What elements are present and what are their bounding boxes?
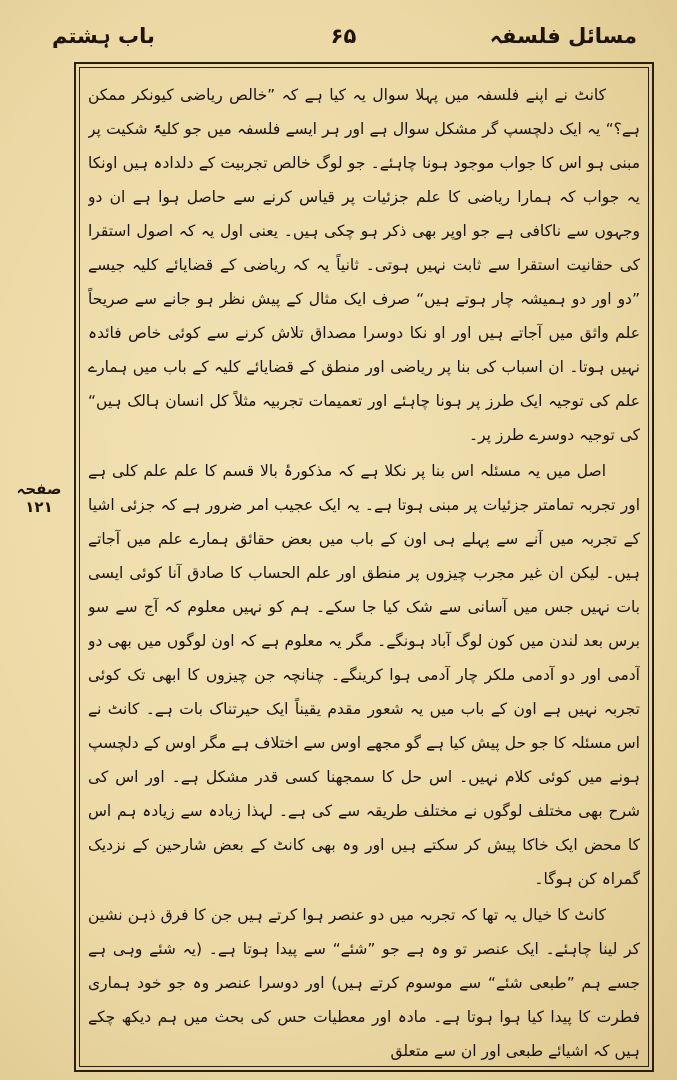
body-text — [88, 78, 640, 1063]
paragraph-3: کانٹ کا خیال یہ تھا کہ تجربہ میں دو عنصر ہوا کرتے ہیں جن کا فرق ذہن نشین کر لینا چاہئے۔ ایک عنصر تو وہ ہے جو ”شئے“ سے پیدا ہوتا ہے۔ (یہ شئے وہی ہے جسے ہم ”طبعی شئے“ سے موسوم کرتے ہیں) اور دوسرا عنصر وہ جو خود ہماری فطرت کا پیدا کیا ہوا ہوتا ہے۔ مادہ اور معطیات حس کی بحث میں ہم دیکھ چکے ہیں کہ اشیائے طبعی اور ان سے متعلق — [88, 906, 640, 1060]
chapter-title: باب ہشتم — [52, 24, 155, 48]
page-header — [40, 24, 647, 58]
paragraph-2: اصل میں یہ مسئلہ اس بنا پر نکلا ہے کہ مذکورۂ بالا قسم کا علم علم کلی ہے اور تجربہ تمامتر جزئیات پر مبنی ہوتا ہے۔ یہ ایک عجیب امر ضرور ہے کہ جزئی اشیا کے تجربہ میں آنے سے پہلے ہی اون کے باب میں بعض حقائق ہمارے علم میں آجاتے ہیں۔ لیکن ان غیر مجرب چیزوں پر منطق اور علم الحساب کا صادق آنا کوئی ایسی بات نہیں جس میں آسانی سے شک کیا جا سکے۔ ہم کو نہیں معلوم کہ آج سے سو برس بعد لندن میں کون لوگ آباد ہونگے۔ مگر یہ معلوم ہے کہ اون لوگوں میں بھی دو آدمی اور دو آدمی ملکر چار آدمی ہوا کرینگے۔ چنانچہ جن چیزوں کا ابھی تک کوئی تجربہ نہیں ہے اون کے باب میں یہ شعور مقدم یقیناً ایک حیرتناک بات ہے۔ کانٹ نے اس مسئلہ کا جو حل پیش کیا ہے گو مجھے اوس سے اختلاف ہے مگر اوس کے دلچسپ ہونے میں کوئی کلام نہیں۔ اس حل کا سمجھنا کسی قدر مشکل ہے۔ اور اس کی شرح بھی مختلف لوگوں نے مختلف طریقہ سے کی ہے۔ لہذا زیادہ سے زیادہ ہم اس کا محض ایک خاکا پیش کر سکتے ہیں اور وہ بھی کانٹ کے بعض شارحین کے نزدیک گمراہ کن ہوگا۔ — [88, 462, 640, 888]
paragraph-1: کانٹ نے اپنے فلسفہ میں پہلا سوال یہ کیا ہے کہ ”خالص ریاضی کیونکر ممکن ہے؟“ یہ ایک دلچسپ گر مشکل سوال ہے اور ہر ایسے فلسفہ میں جو کلیۃً شکیت پر مبنی ہو اس کا جواب موجود ہونا چاہئے۔ جو لوگ خالص تجربیت کے دلدادہ ہیں اونکا یہ جواب کہ ہمارا ریاضی کا علم جزئیات پر قیاس کرنے سے حاصل ہوا ہے ان دو وجہوں سے ناکافی ہے جو اوپر بھی ذکر ہو چکی ہیں۔ یعنی اول یہ کہ اصول استقرا کی حقانیت استقرا سے ثابت نہیں ہوتی۔ ثانیاً یہ کہ ریاضی کے قضایائے کلیہ جیسے ”دو اور دو ہمیشہ چار ہوتے ہیں“ صرف ایک مثال کے پیش نظر ہو جانے سے صریحاً علم واثق میں آجاتے ہیں اور او نکا دوسرا مصداق تلاش کرنے سے کوئی خاص فائدہ نہیں ہوتا۔ ان اسباب کی بنا پر ریاضی اور منطق کے قضایائے کلیہ کے باب میں ہمارے علم کی توجیہ ایک طرز پر ہونا چاہئے اور تعمیمات تجربیہ مثلاً کل انسان ہالک ہیں“ کی توجیہ دوسرے طرز پر۔ — [88, 86, 640, 444]
page-number: ۶۵ — [330, 24, 357, 48]
running-title: مسائل فلسفہ — [489, 24, 637, 48]
margin-note: صفحہ ۱۲۱ — [16, 480, 62, 516]
